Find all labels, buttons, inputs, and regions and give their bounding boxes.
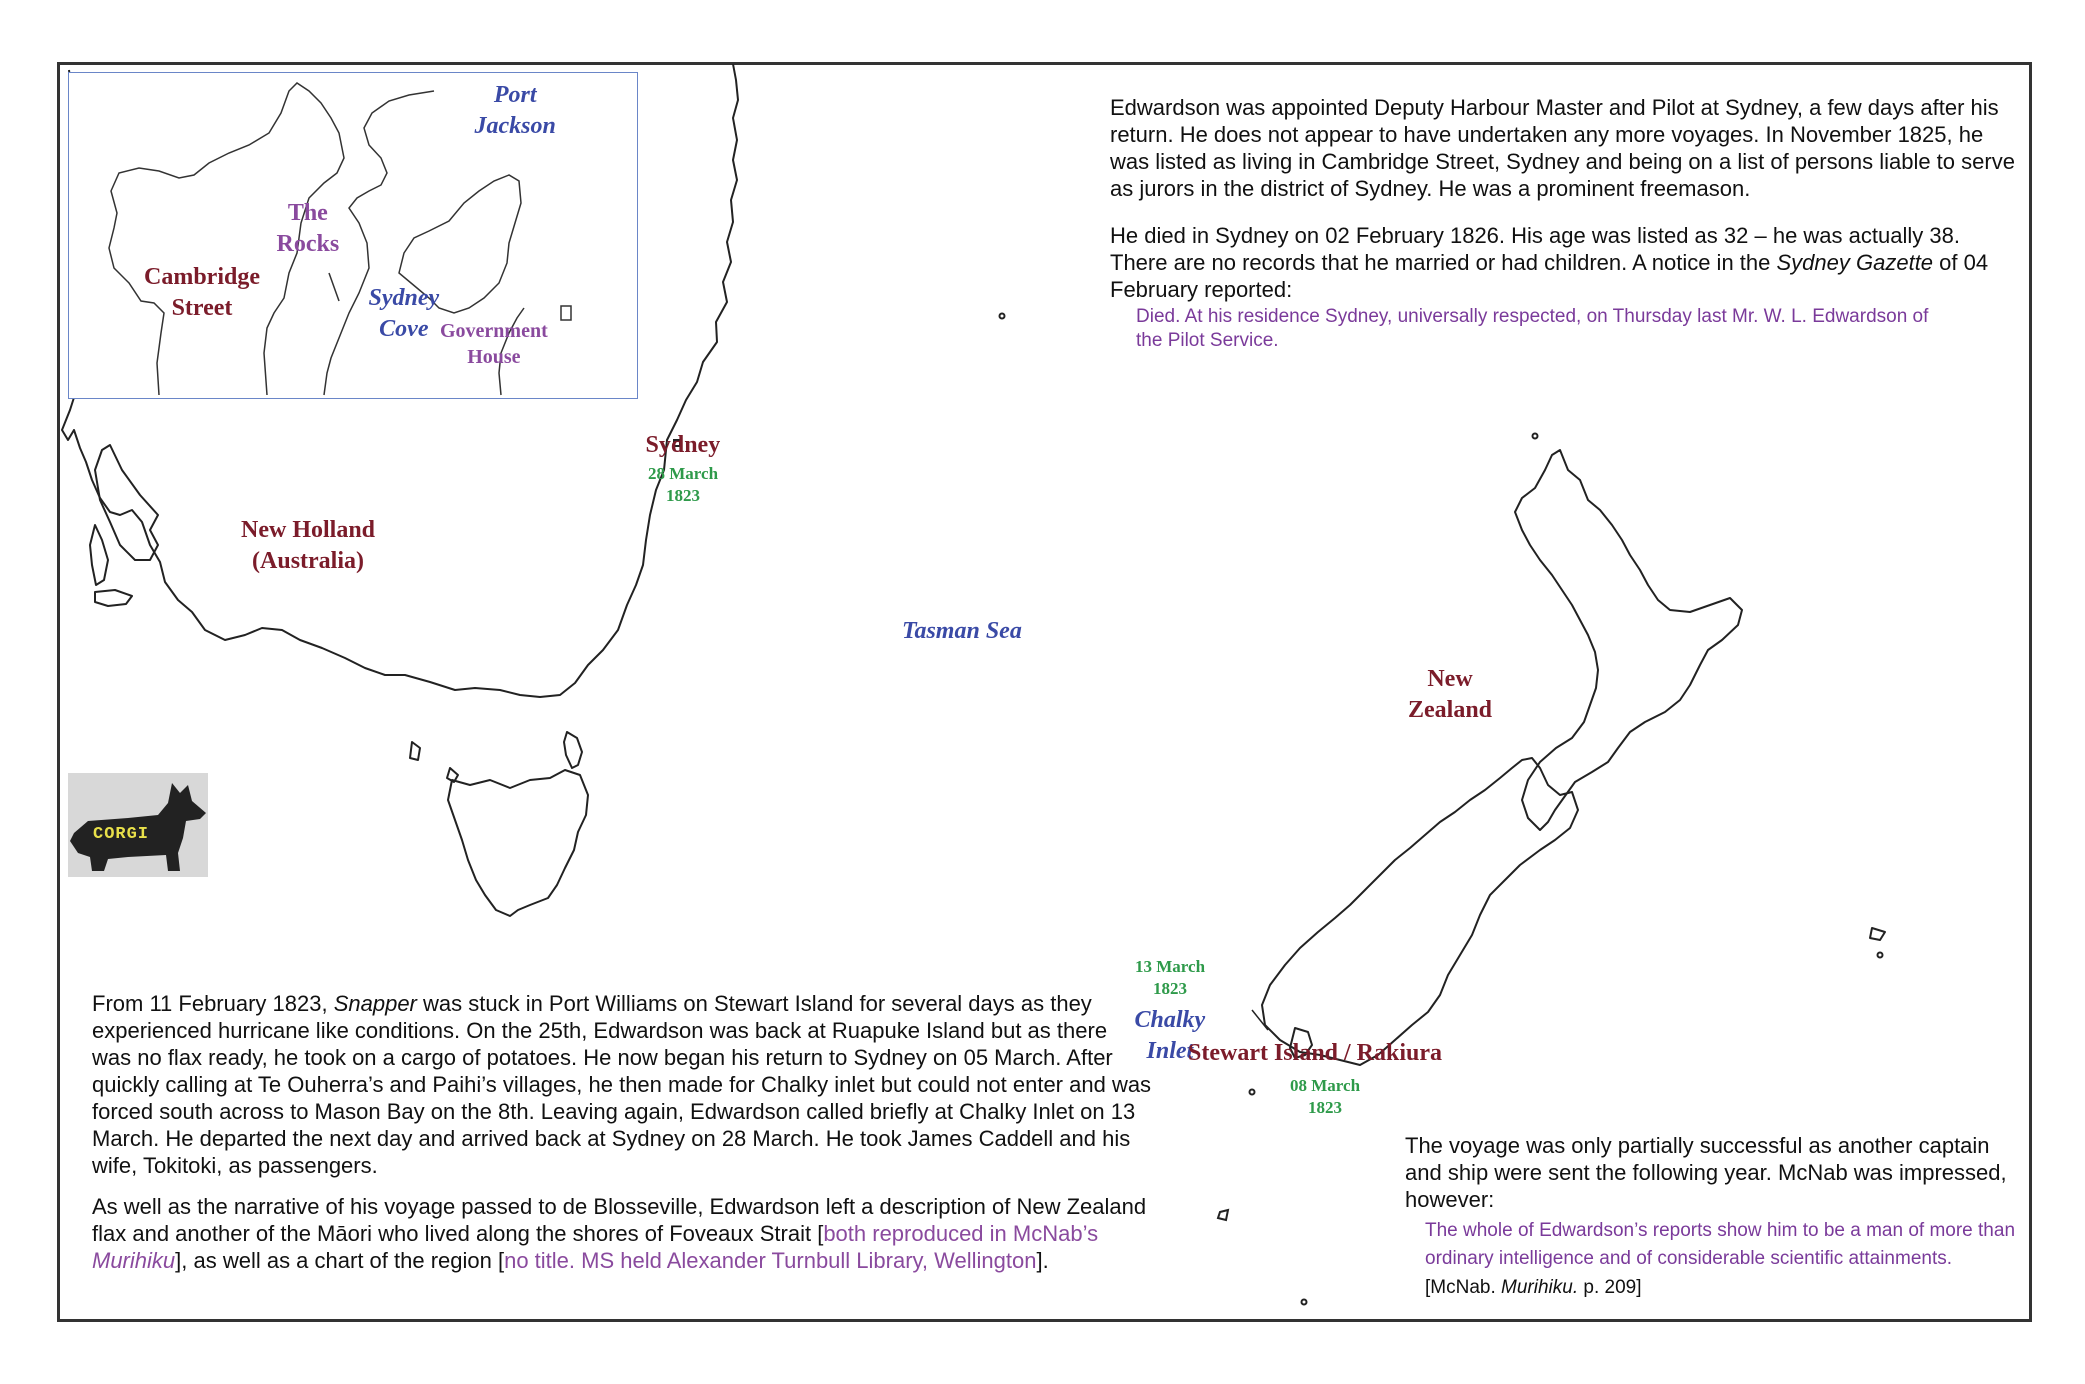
port-jackson-label: Port Jackson bbox=[474, 82, 556, 140]
stewart-island-label: Stewart Island / Rakiura bbox=[1188, 1040, 1443, 1066]
new-holland-label: New Holland (Australia) bbox=[241, 517, 376, 575]
sydney-date-label: 28 March 1823 bbox=[648, 464, 719, 506]
paragraph-outcome: The voyage was only partially successful as another captain and ship were sent the following year. McNab was impressed, however: bbox=[1405, 1133, 2007, 1212]
chalky-inlet-label: Chalky Inlet bbox=[1134, 1007, 1206, 1065]
paragraph-appointment: Edwardson was appointed Deputy Harbour Master and Pilot at Sydney, a few days after his return. He does not appear to have undertaken any more voyages. In November 1825, he was listed as living in Cambridge Street, Sydney and being on a list of persons liable to serve as jurors in the district of Sydney. He was a prominent freemason. bbox=[1110, 95, 2015, 201]
text-block-bottom-left bbox=[92, 990, 1152, 1274]
corgi-logo bbox=[68, 773, 208, 877]
the-rocks-label: The Rocks bbox=[276, 200, 340, 258]
gazette-quote: Died. At his residence Sydney, universally respected, on Thursday last Mr. W. L. Edwardson of the Pilot Service. bbox=[1136, 306, 1929, 351]
paragraph-voyage: From 11 February 1823, Snapper was stuck in Port Williams on Stewart Island for several days as they experienced hurricane like conditions. On the 25th, Edwardson was back at Ruapuke Island but as there was no flax ready, he took on a cargo of potatoes. He now began his return to Sydney on 05 March. After quickly calling at Te Ouherra’s and Paihi’s villages, he then made for Chalky inlet but could not enter and was forced south across to Mason Bay on the 8th. Leaving again, Edwardson called briefly at Chalky Inlet on 13 March. He departed the next day and arrived back at Sydney on 28 March. He took James Caddell and his wife, Tokitoki, as passengers. bbox=[92, 991, 1152, 1178]
mcnab-quote: The whole of Edwardson’s reports show him to be a man of more than ordinary intelligence and of considerable scientific attainments. [McNab. Murihiku. p. 209] bbox=[1425, 1220, 2016, 1298]
new-zealand-label: New Zealand bbox=[1408, 666, 1493, 724]
sydney-cove-label: Sydney Cove bbox=[368, 285, 440, 343]
chalky-date-label: 13 March 1823 bbox=[1135, 957, 1206, 999]
cambridge-street-label: Cambridge Street bbox=[144, 264, 260, 322]
paragraph-descriptions: As well as the narrative of his voyage passed to de Blosseville, Edwardson left a description of New Zealand flax and another of the Māori who lived along the shores of Foveaux Strait [both reproduced in McNab’s Murihiku], as well as a chart of the region [no title. MS held Alexander Turnbull Library, Wellington]. bbox=[92, 1194, 1147, 1273]
tasmania-coast bbox=[448, 770, 588, 916]
nz-south-island bbox=[1262, 758, 1578, 1065]
paragraph-death: He died in Sydney on 02 February 1826. His age was listed as 32 – he was actually 38. There are no records that he married or had children. A notice in the Sydney Gazette of 04 February reported: bbox=[1110, 223, 1989, 302]
government-house-label: Government House bbox=[440, 320, 548, 368]
text-block-top bbox=[1110, 94, 2015, 353]
corgi-logo-text: CORGI bbox=[93, 825, 150, 844]
stewart-date-label: 08 March 1823 bbox=[1290, 1076, 1361, 1118]
nz-north-island bbox=[1515, 450, 1742, 830]
text-block-bottom-right bbox=[1405, 1132, 2015, 1301]
sydney-label: Sydney bbox=[645, 432, 721, 458]
tasman-sea-label: Tasman Sea bbox=[902, 618, 1022, 644]
